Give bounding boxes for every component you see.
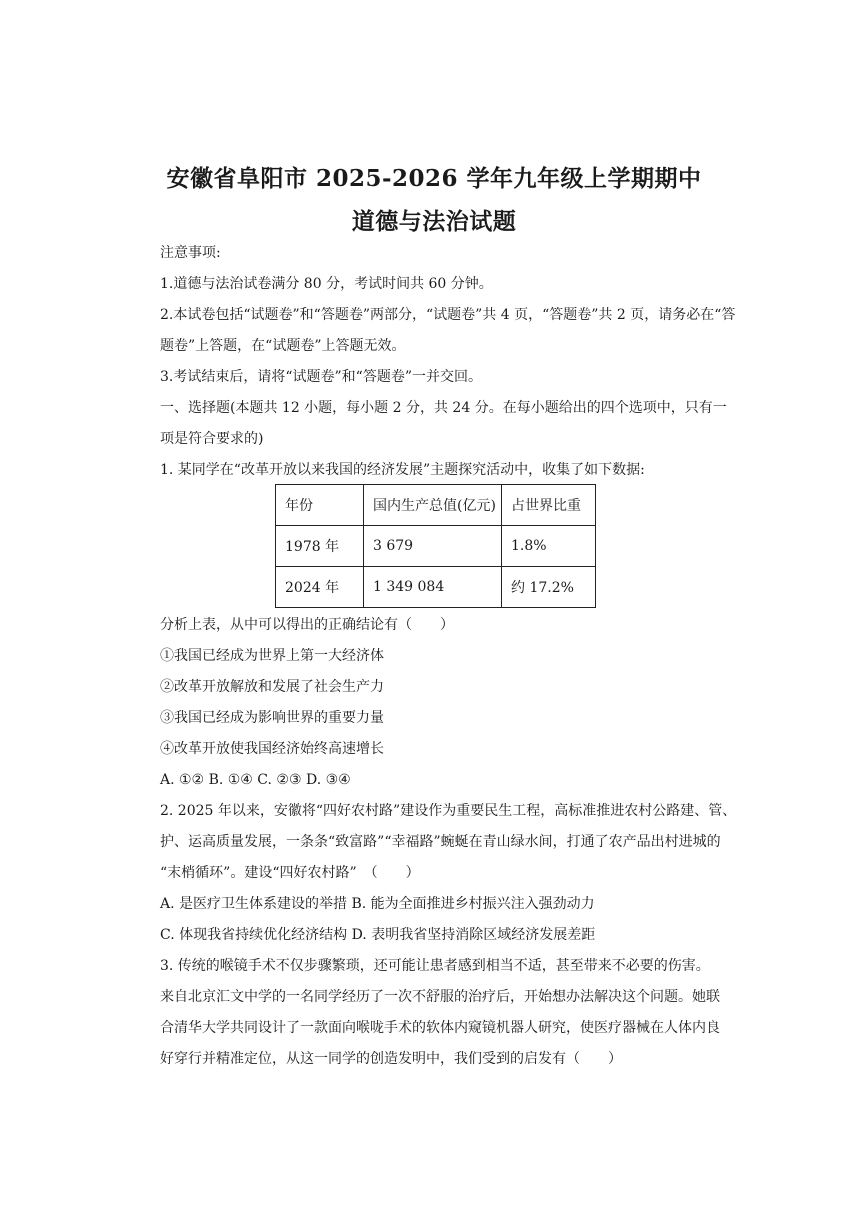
table-cell: 1 349 084 (364, 567, 502, 608)
gdp-table (275, 484, 596, 608)
q1-statement-4: ④改革开放使我国经济始终高速增长 (160, 741, 384, 757)
exam-subject: 道德与法治试题 (351, 208, 517, 235)
q2-options-cd: C. 体现我省持续优化经济结构 D. 表明我省坚持消除区域经济发展差距 (160, 927, 596, 943)
table-header-cell: 年份 (276, 485, 364, 526)
q2-stem-line-2: 护、运高质量发展，一条条“致富路”“幸福路”蜿蜒在青山绿水间，打通了农产品出村进城的 (160, 834, 721, 850)
table-row (276, 526, 596, 567)
notice-heading: 注意事项: (160, 245, 221, 261)
q1-answer-options: A. ①② B. ①④ C. ②③ D. ③④ (160, 772, 351, 788)
q1-stem: 1. 某同学在“改革开放以来我国的经济发展”主题探究活动中，收集了如下数据: (160, 462, 645, 478)
table-cell: 约 17.2% (502, 567, 596, 608)
q2-stem-line-1: 2. 2025 年以来，安徽将“四好农村路”建设作为重要民生工程，高标准推进农村公路建、管、 (160, 803, 737, 819)
table-cell: 3 679 (364, 526, 502, 567)
table-row (276, 567, 596, 608)
notice-item-2-cont: 题卷”上答题，在“试题卷”上答题无效。 (160, 338, 406, 354)
q3-stem-line-1: 3. 传统的喉镜手术不仅步骤繁琐，还可能让患者感到相当不适，甚至带来不必要的伤害。 (160, 958, 710, 974)
q2-stem-line-3: “末梢循环”。建设“四好农村路” （ ） (160, 865, 420, 881)
q3-stem-line-4: 好穿行并精准定位，从这一同学的创造发明中，我们受到的启发有（ ） (160, 1051, 622, 1067)
exam-title: 安徽省阜阳市 2025-2026 学年九年级上学期期中 (166, 165, 702, 192)
table-cell: 1978 年 (276, 526, 364, 567)
table-header-cell: 国内生产总值(亿元) (364, 485, 502, 526)
q2-options-ab: A. 是医疗卫生体系建设的举措 B. 能为全面推进乡村振兴注入强劲动力 (160, 896, 595, 912)
table-cell: 2024 年 (276, 567, 364, 608)
table-header-cell: 占世界比重 (502, 485, 596, 526)
table-header-row (276, 485, 596, 526)
notice-item-3: 3.考试结束后，请将“试题卷”和“答题卷”一并交回。 (160, 369, 482, 385)
q3-stem-line-3: 合清华大学共同设计了一款面向喉咙手术的软体内窥镜机器人研究，使医疗器械在人体内良 (160, 1020, 720, 1036)
section-heading-cont: 项是符合要求的) (160, 431, 264, 447)
section-heading: 一、选择题(本题共 12 小题，每小题 2 分，共 24 分。在每小题给出的四个选项中，只有一 (160, 400, 727, 416)
notice-item-1: 1.道德与法治试卷满分 80 分，考试时间共 60 分钟。 (160, 276, 493, 292)
table-cell: 1.8% (502, 526, 596, 567)
notice-item-2: 2.本试卷包括“试题卷”和“答题卷”两部分，“试题卷”共 4 页，“答题卷”共 2 页，请务必在“答 (160, 307, 736, 323)
q1-question: 分析上表，从中可以得出的正确结论有（ ） (160, 617, 454, 633)
q1-statement-1: ①我国已经成为世界上第一大经济体 (160, 648, 384, 664)
q3-stem-line-2: 来自北京汇文中学的一名同学经历了一次不舒服的治疗后，开始想办法解决这个问题。她联 (160, 989, 720, 1005)
q1-statement-2: ②改革开放解放和发展了社会生产力 (160, 679, 384, 695)
q1-statement-3: ③我国已经成为影响世界的重要力量 (160, 710, 384, 726)
